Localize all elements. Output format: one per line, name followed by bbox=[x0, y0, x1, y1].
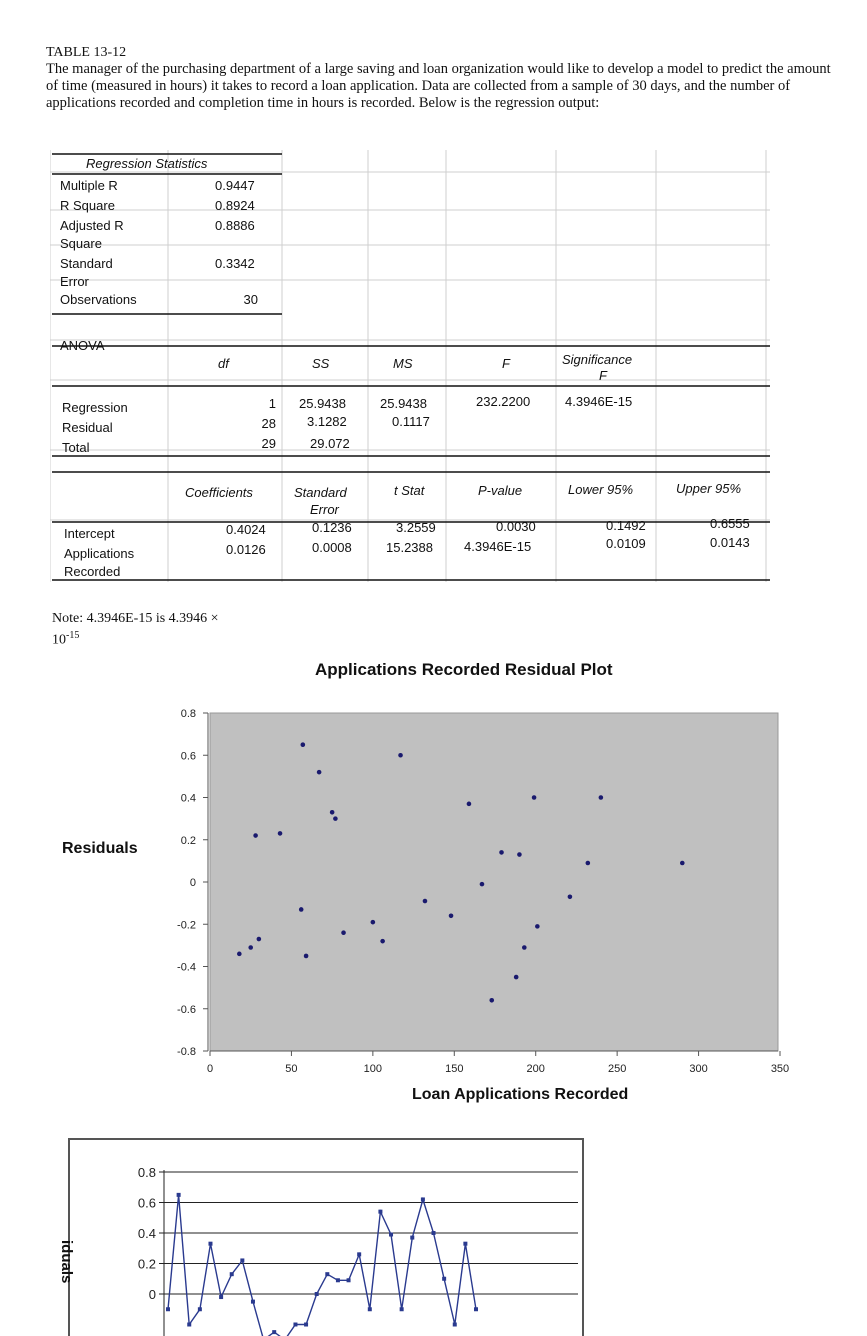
residual-plot-xlabel: Loan Applications Recorded bbox=[412, 1086, 629, 1103]
y-tick-label: 0 bbox=[189, 877, 196, 889]
residual-plot-title: Applications Recorded Residual Plot bbox=[315, 660, 613, 679]
residual-series-point bbox=[357, 1252, 361, 1256]
residual-line-canvas bbox=[70, 1140, 582, 1336]
residual-series-point bbox=[187, 1323, 191, 1327]
residual-point bbox=[330, 810, 335, 815]
regression-output-table bbox=[50, 150, 770, 582]
regression-statistics-heading: Regression Statistics bbox=[86, 156, 208, 171]
residual-point bbox=[489, 998, 494, 1003]
residual-series-point bbox=[208, 1242, 212, 1246]
residual-point bbox=[499, 850, 504, 855]
residual-point bbox=[317, 770, 322, 775]
residual-series-point bbox=[166, 1307, 170, 1311]
y-tick-label: 0.8 bbox=[137, 1165, 156, 1180]
stat-value: 0.9447 bbox=[215, 178, 255, 193]
problem-description: The manager of the purchasing department of a large saving and loan organization would like to develop a model to predict the amount of time (measured in hours) it takes to record a loan application. Data are collected from a sample of 30 days, and the number of applications recorded and completion time in hours is recorded. Below is the regression output: bbox=[46, 61, 831, 111]
y-tick-label: -0.4 bbox=[177, 961, 196, 974]
residual-series-point bbox=[230, 1272, 234, 1276]
residual-series-point bbox=[389, 1233, 393, 1237]
residual-series-point bbox=[368, 1307, 372, 1311]
coef-value: 0.0126 bbox=[226, 542, 266, 557]
residual-point bbox=[423, 899, 428, 904]
coef-value: 0.4024 bbox=[226, 522, 266, 537]
stat-label: R Square bbox=[60, 198, 115, 213]
x-tick-label: 300 bbox=[689, 1063, 708, 1075]
stat-value: 0.8886 bbox=[215, 218, 255, 233]
y-tick-label: -0.2 bbox=[177, 919, 196, 932]
coef-row-label-cont: Recorded bbox=[64, 564, 121, 579]
coef-t: 3.2559 bbox=[396, 520, 436, 535]
line-chart-ylabel: iduals bbox=[58, 1240, 75, 1284]
residual-point bbox=[568, 894, 573, 899]
coef-lower: 0.1492 bbox=[606, 518, 646, 533]
residual-point bbox=[304, 954, 309, 959]
stat-label: Multiple R bbox=[60, 178, 118, 193]
residual-series-point bbox=[219, 1295, 223, 1299]
anova-heading: ANOVA bbox=[60, 338, 105, 353]
residual-point bbox=[380, 939, 385, 944]
residual-point bbox=[449, 914, 454, 919]
anova-col-df: df bbox=[218, 356, 229, 371]
y-tick-label: 0.8 bbox=[180, 708, 196, 720]
stat-value: 0.3342 bbox=[215, 256, 255, 271]
anova-f: 232.2200 bbox=[476, 394, 531, 409]
residual-point bbox=[333, 816, 338, 821]
anova-col-sig: Significance bbox=[562, 352, 633, 367]
coef-se: 0.0008 bbox=[312, 540, 352, 555]
x-tick-label: 150 bbox=[445, 1063, 464, 1075]
residual-point bbox=[480, 882, 485, 887]
residual-series-point bbox=[410, 1236, 414, 1240]
y-tick-label: 0.6 bbox=[180, 750, 196, 763]
residual-series-point bbox=[293, 1323, 297, 1327]
x-tick-label: 0 bbox=[206, 1063, 214, 1075]
anova-col-ss: SS bbox=[312, 356, 330, 371]
stat-label: Observations bbox=[60, 292, 137, 307]
stat-label-cont: Error bbox=[60, 274, 89, 289]
anova-ms: 25.9438 bbox=[380, 396, 427, 411]
stat-label: Standard bbox=[60, 256, 113, 271]
residual-point bbox=[301, 742, 306, 747]
residual-point bbox=[532, 795, 537, 800]
y-tick-label: 0.4 bbox=[137, 1226, 156, 1241]
residual-point bbox=[299, 907, 304, 912]
residual-series-point bbox=[378, 1210, 382, 1214]
coef-t: 15.2388 bbox=[386, 540, 433, 555]
residual-point bbox=[517, 852, 522, 857]
anova-sig: 4.3946E-15 bbox=[565, 394, 633, 409]
x-tick-label: 350 bbox=[770, 1063, 790, 1075]
residual-plot bbox=[60, 655, 860, 1115]
residual-plot-ylabel: Residuals bbox=[62, 840, 138, 857]
y-tick-label: 0.2 bbox=[180, 834, 196, 847]
stat-label: Adjusted R bbox=[60, 218, 124, 233]
coef-se: 0.1236 bbox=[312, 520, 352, 535]
residual-series-point bbox=[400, 1307, 404, 1311]
anova-col-sig-f: F bbox=[599, 368, 607, 383]
x-tick-label: 250 bbox=[607, 1063, 627, 1075]
stat-label-cont: Square bbox=[60, 236, 102, 251]
residual-series-point bbox=[315, 1292, 319, 1296]
note bbox=[52, 610, 219, 649]
x-tick-label: 50 bbox=[285, 1063, 298, 1075]
anova-col-ms: MS bbox=[393, 356, 413, 371]
residual-series-line bbox=[168, 1195, 476, 1336]
anova-df: 1 bbox=[268, 396, 276, 411]
residual-series-point bbox=[336, 1278, 340, 1282]
coef-lower: 0.0109 bbox=[606, 536, 646, 551]
residual-series-point bbox=[272, 1330, 276, 1334]
anova-ms: 0.1117 bbox=[392, 414, 430, 429]
residual-point bbox=[535, 924, 540, 929]
residual-point bbox=[341, 930, 346, 935]
coef-row-label: Intercept bbox=[64, 526, 115, 541]
y-tick-label: 0.6 bbox=[137, 1195, 156, 1211]
anova-row-label: Residual bbox=[62, 420, 113, 435]
residual-point bbox=[248, 945, 253, 950]
residual-series-point bbox=[421, 1197, 425, 1201]
y-tick-label: 0.2 bbox=[137, 1256, 156, 1272]
note-exponent: -15 bbox=[66, 630, 80, 641]
residual-point bbox=[257, 937, 262, 942]
x-tick-label: 100 bbox=[363, 1063, 383, 1075]
stat-value: 30 bbox=[243, 292, 258, 307]
coef-upper: 0.6555 bbox=[710, 516, 750, 531]
coef-col-stderr: Standard bbox=[294, 485, 347, 500]
coef-col-pvalue: P-value bbox=[478, 483, 523, 498]
residual-series-point bbox=[463, 1242, 467, 1246]
y-tick-label: -0.6 bbox=[177, 1003, 196, 1016]
coef-col-tstat: t Stat bbox=[394, 483, 425, 498]
note-base: 10 bbox=[52, 632, 66, 648]
residual-point bbox=[599, 795, 604, 800]
coef-col-stderr-cont: Error bbox=[310, 502, 339, 517]
residual-series-point bbox=[474, 1307, 478, 1311]
residual-point bbox=[253, 833, 258, 838]
anova-ss: 25.9438 bbox=[299, 396, 346, 411]
residual-point bbox=[522, 945, 527, 950]
residual-point bbox=[586, 861, 591, 866]
x-tick-label: 200 bbox=[526, 1063, 545, 1075]
residual-series-point bbox=[177, 1193, 181, 1197]
residual-point bbox=[467, 802, 472, 807]
anova-col-f: F bbox=[502, 356, 510, 371]
residual-point bbox=[680, 861, 685, 866]
coef-row-label: Applications bbox=[64, 546, 135, 561]
residual-point bbox=[398, 753, 403, 758]
anova-ss: 3.1282 bbox=[307, 414, 347, 429]
y-tick-label: 0 bbox=[148, 1287, 156, 1302]
residual-series-point bbox=[240, 1258, 244, 1262]
residual-series-point bbox=[347, 1278, 351, 1282]
residual-point bbox=[237, 952, 242, 957]
residual-point bbox=[278, 831, 283, 836]
problem-header bbox=[46, 44, 836, 112]
coef-upper: 0.0143 bbox=[710, 535, 750, 550]
residual-plot-canvas bbox=[60, 655, 860, 1115]
residual-line-chart bbox=[58, 1138, 584, 1336]
residual-point bbox=[514, 975, 519, 980]
coef-col-coefficients: Coefficients bbox=[185, 485, 253, 500]
residual-point bbox=[371, 920, 376, 925]
coef-p: 0.0030 bbox=[496, 519, 536, 534]
y-tick-label: 0.4 bbox=[180, 792, 196, 805]
table-title: TABLE 13-12 bbox=[46, 45, 127, 60]
residual-series-point bbox=[198, 1307, 202, 1311]
y-tick-label: -0.8 bbox=[177, 1046, 196, 1058]
coef-p: 4.3946E-15 bbox=[464, 539, 532, 554]
residual-series-point bbox=[432, 1231, 436, 1235]
anova-row-label: Regression bbox=[62, 400, 128, 415]
note-text: Note: 4.3946E-15 is 4.3946 × bbox=[52, 611, 219, 626]
anova-ss: 29.072 bbox=[310, 436, 350, 451]
residual-series-point bbox=[442, 1277, 446, 1281]
residual-series-point bbox=[325, 1272, 329, 1276]
coef-col-lower: Lower 95% bbox=[568, 482, 634, 497]
coef-col-upper: Upper 95% bbox=[676, 481, 742, 496]
anova-df: 28 bbox=[261, 416, 276, 431]
residual-series-point bbox=[304, 1323, 308, 1327]
residual-series-point bbox=[453, 1323, 457, 1327]
anova-df: 29 bbox=[261, 436, 276, 451]
stat-value: 0.8924 bbox=[215, 198, 255, 213]
residual-series-point bbox=[251, 1300, 255, 1304]
anova-row-label: Total bbox=[62, 440, 90, 455]
